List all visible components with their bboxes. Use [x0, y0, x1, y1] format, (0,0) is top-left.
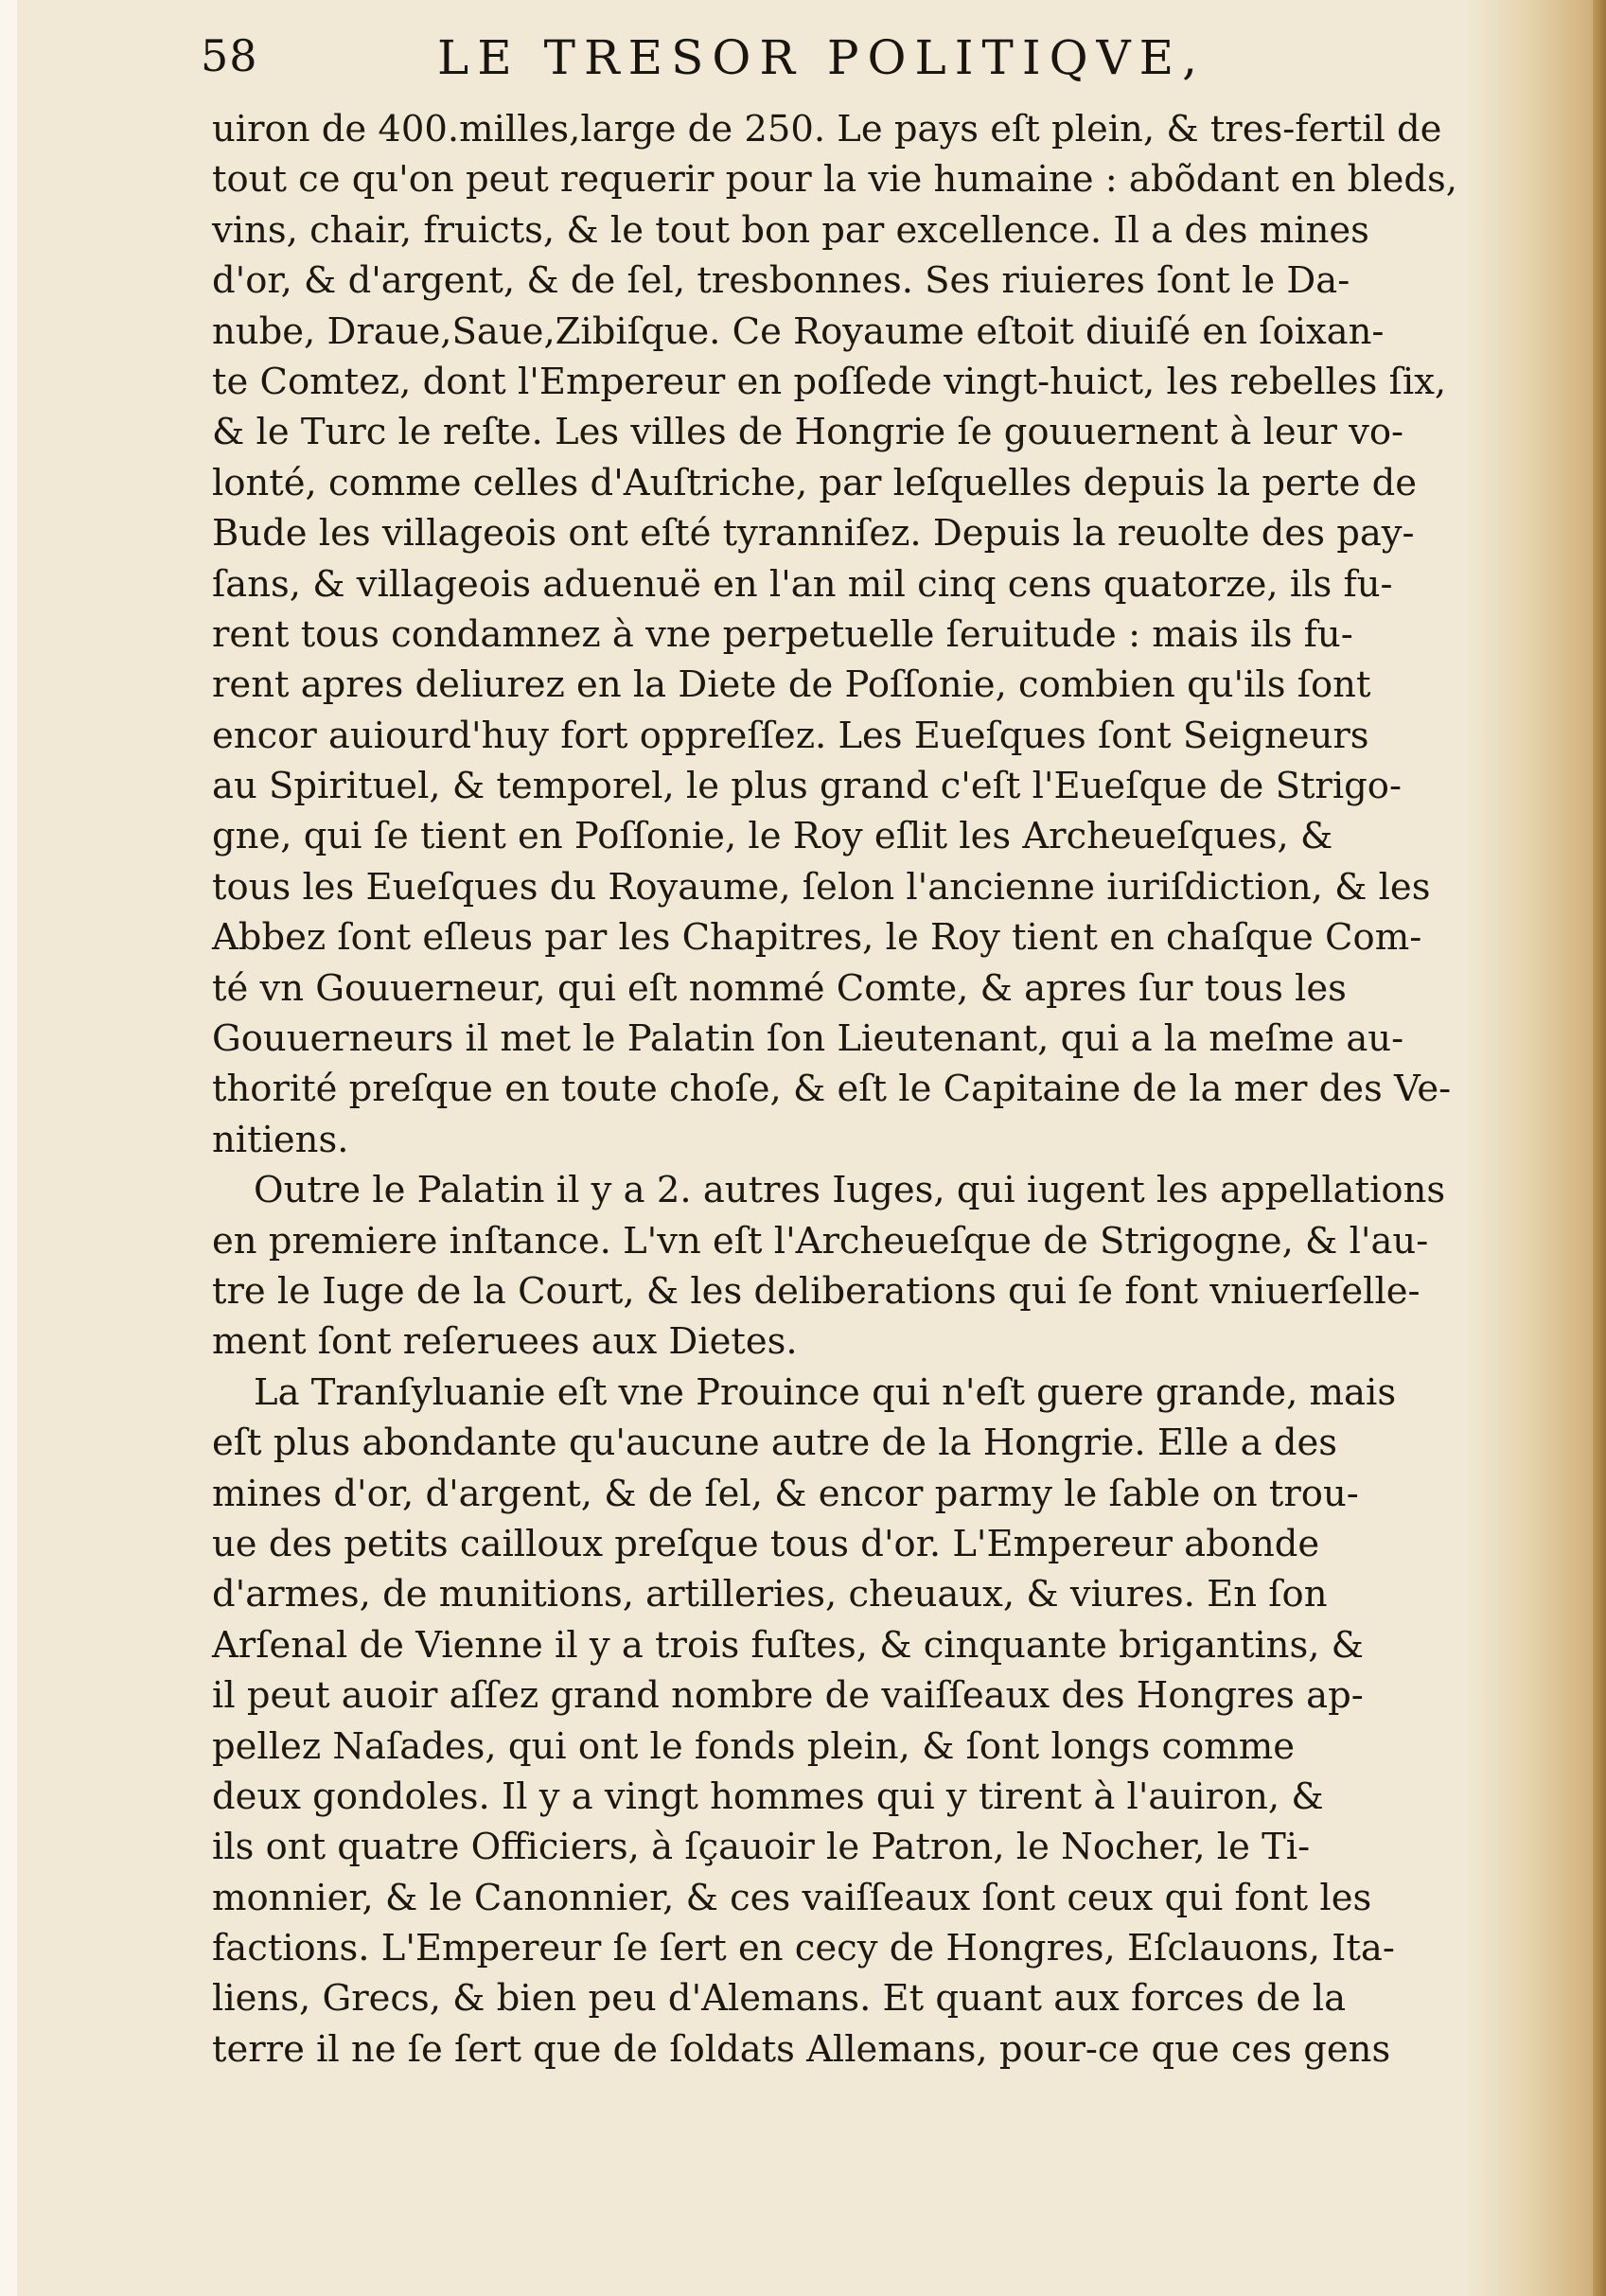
text-line: & le Turc le reſte. Les villes de Hongrie ſe gouuernent à leur vo- [212, 411, 1404, 454]
text-line: encor auiourd'huy fort oppreſſez. Les Eueſques ſont Seigneurs [212, 714, 1369, 757]
text-line: monnier, & le Canonnier, & ces vaiſſeaux ſont ceux qui font les [212, 1876, 1372, 1919]
text-line: thorité preſque en toute choſe, & eſt le Capitaine de la mer des Ve- [212, 1068, 1452, 1111]
text-line: lonté, comme celles d'Auſtriche, par leſquelles depuis la perte de [212, 461, 1418, 504]
text-line: ue des petits cailloux preſque tous d'or. L'Empereur abonde [212, 1522, 1320, 1565]
text-line: Bude les villageois ont eſté tyranniſez. Depuis la reuolte des pay- [212, 512, 1415, 556]
text-line: ment ſont reſeruees aux Dietes. [212, 1320, 798, 1364]
page-edge-shading [1464, 0, 1606, 2296]
text-line: deux gondoles. Il y a vingt hommes qui y tirent à l'auiron, & [212, 1775, 1324, 1818]
text-line: tous les Eueſques du Royaume, ſelon l'ancienne iuriſdiction, & les [212, 865, 1431, 909]
text-line: eſt plus abondante qu'aucune autre de la Hongrie. Elle a des [212, 1422, 1338, 1465]
text-line: il peut auoir aſſez grand nombre de vaiſſeaux des Hongres ap- [212, 1674, 1364, 1718]
text-line: Abbez ſont eſleus par les Chapitres, le Roy tient en chaſque Com- [212, 916, 1422, 960]
text-line: au Spirituel, & temporel, le plus grand c'eſt l'Eueſque de Strigo- [212, 765, 1402, 808]
page-number: 58 [201, 30, 258, 81]
text-line: nitiens. [212, 1118, 349, 1161]
text-line: liens, Grecs, & bien peu d'Alemans. Et quant aux forces de la [212, 1977, 1347, 2021]
body-text [212, 104, 1471, 2075]
left-margin [0, 0, 17, 2296]
text-line: La Tranſyluanie eſt vne Prouince qui n'eſt guere grande, mais [254, 1370, 1397, 1414]
text-line: té vn Gouuerneur, qui eſt nommé Comte, & apres ſur tous les [212, 966, 1347, 1010]
text-line: terre il ne ſe ſert que de ſoldats Allemans, pour-ce que ces gens [212, 2027, 1391, 2071]
running-title: LE TRESOR POLITIQVE, [437, 30, 1207, 85]
page-header [201, 30, 1365, 97]
text-line: uiron de 400.milles,large de 250. Le pays eſt plein, & tres-fertil de [212, 108, 1442, 150]
text-line: factions. L'Empereur ſe ſert en cecy de Hongres, Eſclauons, Ita- [212, 1927, 1395, 1970]
text-line: ſans, & villageois aduenuë en l'an mil cinq cens quatorze, ils fu- [212, 562, 1393, 606]
text-line: nube, Draue,Saue,Zibiſque. Ce Royaume eſtoit diuiſé en ſoixan- [212, 309, 1385, 353]
page-edge-strip [1593, 0, 1606, 2296]
text-line: tre le Iuge de la Court, & les deliberations qui ſe font vniuerſelle- [212, 1269, 1421, 1313]
text-line: Gouuerneurs il met le Palatin ſon Lieutenant, qui a la meſme au- [212, 1017, 1404, 1061]
text-line: ils ont quatre Officiers, à ſçauoir le Patron, le Nocher, le Ti- [212, 1826, 1311, 1869]
text-line: gne, qui ſe tient en Poſſonie, le Roy eſlit les Archeueſques, & [212, 815, 1333, 858]
text-line: d'or, & d'argent, & de ſel, tresbonnes. Ses riuieres ſont le Da- [212, 259, 1350, 303]
text-line: d'armes, de munitions, artilleries, cheuaux, & viures. En ſon [212, 1573, 1328, 1616]
text-line: rent apres deliurez en la Diete de Poſſonie, combien qu'ils ſont [212, 663, 1371, 707]
text-line: tout ce qu'on peut requerir pour la vie humaine : abõdant en bleds, [212, 158, 1458, 202]
text-line: Arſenal de Vienne il y a trois fuſtes, & cinquante brigantins, & [212, 1623, 1364, 1667]
text-line: Outre le Palatin il y a 2. autres Iuges, qui iugent les appellations [254, 1169, 1446, 1212]
text-line: rent tous condamnez à vne perpetuelle ſeruitude : mais ils fu- [212, 612, 1353, 656]
text-line: en premiere inſtance. L'vn eſt l'Archeueſque de Strigogne, & l'au- [212, 1219, 1429, 1263]
text-line: te Comtez, dont l'Empereur en poſſede vingt-huict, les rebelles ſix, [212, 360, 1447, 403]
text-line: vins, chair, fruicts, & le tout bon par excellence. Il a des mines [212, 208, 1369, 252]
text-line: mines d'or, d'argent, & de ſel, & encor parmy le ſable on trou- [212, 1472, 1359, 1515]
text-line: pellez Naſades, qui ont le fonds plein, & ſont longs comme [212, 1724, 1295, 1768]
